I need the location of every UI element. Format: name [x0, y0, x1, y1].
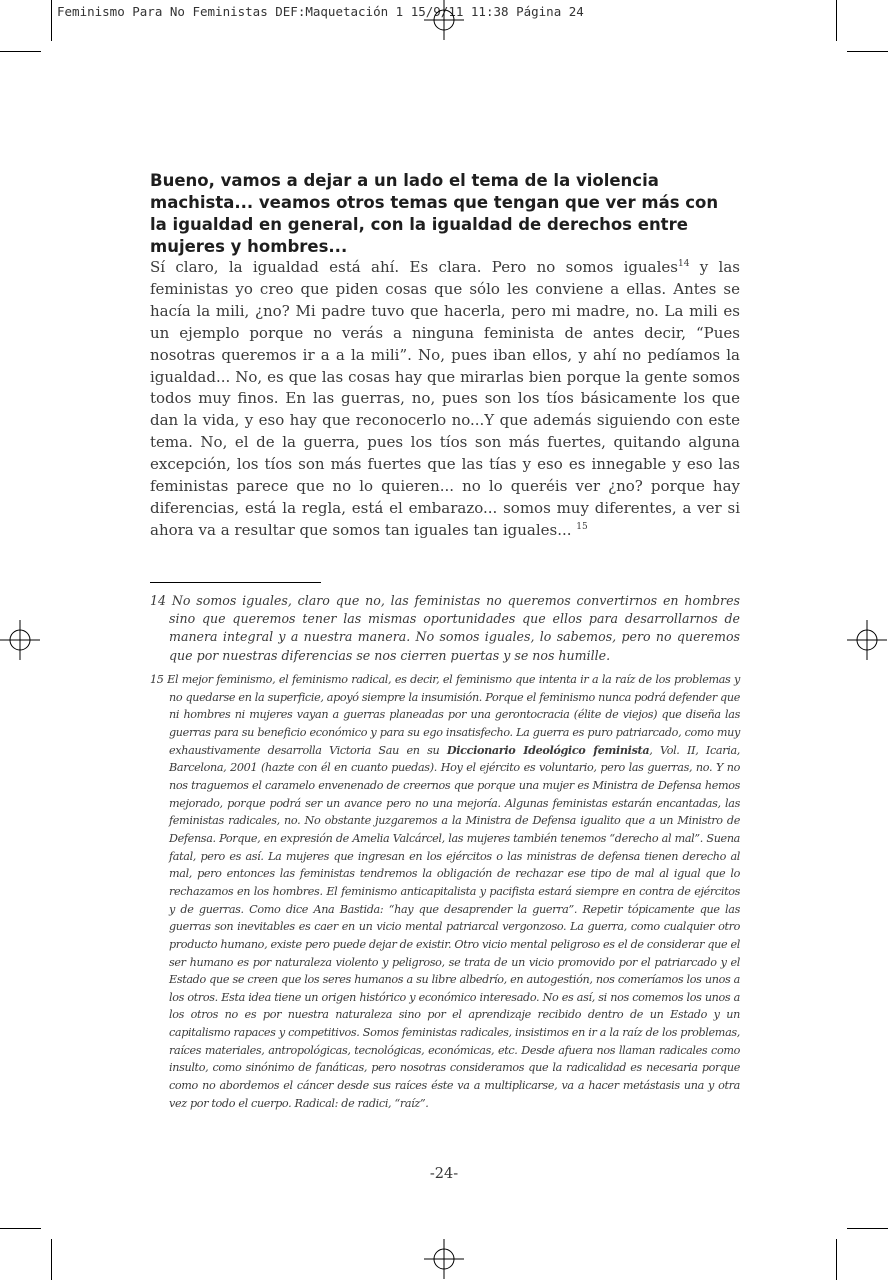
registration-mark-right — [847, 620, 887, 660]
printer-slug-line: Feminismo Para No Feministas DEF:Maquetación 1 15/9/11 11:38 Página 24 — [57, 4, 584, 19]
footnote-ref-15[interactable]: 15 — [576, 521, 588, 532]
footnote-ref-14[interactable]: 14 — [678, 259, 690, 269]
footnote-text-part-1: El mejor feminismo, el feminismo radical, es decir, el feminismo que intenta ir a la raíz de los problemas y no quedarse en la superficie, apoyó siempre la insumisión. Porque el feminismo nunca podrá defender que ni hombres ni mujeres vayan a guerras planeadas por una gerontocracia (élite de viejos) que diseña las guerras para su beneficio económico y para su ego insatisfecho. La guerra es puro patriarcado, como muy exhaustivamente desarrolla Victoria Sau en su — [167, 673, 740, 757]
footnote-number: 15 — [150, 673, 164, 686]
registration-mark-bottom — [424, 1239, 464, 1279]
footnote-15 — [150, 671, 740, 1112]
footnote-separator — [150, 582, 321, 583]
registration-mark-left — [0, 620, 40, 660]
page-number: -24- — [429, 1166, 459, 1182]
body-paragraph — [150, 257, 740, 542]
body-text-part-1: Sí claro, la igualdad está ahí. Es clara. Pero no somos iguales — [150, 258, 678, 276]
footnote-14 — [150, 592, 740, 665]
question-heading: Bueno, vamos a dejar a un lado el tema de la violencia machista... veamos otros temas que tengan que ver más con la igualdad en general, con la igualdad de derechos entre mujeres y hombres... — [150, 171, 719, 256]
book-title: Diccionario Ideológico feminista — [446, 742, 650, 757]
footnote-text: No somos iguales, claro que no, las feministas no queremos convertirnos en hombres sino que queremos tener las mismas oportunidades que ellos para desarrollarnos de manera integral y a nuestra manera. No somos iguales, lo sabemos, pero no queremos que por nuestras diferencias se nos cierren puertas y se nos humille. — [169, 593, 740, 663]
footnote-text-part-2: , Vol. II, Icaria, Barcelona, 2001 (hazte con él en cuanto puedas). Hoy el ejército es voluntario, pero las guerras, no. Y no nos traguemos el caramelo envenenado de creernos que porque una mujer es Ministra de Defensa hemos mejorado, porque podrá ser un avance pero no una mejoría. Algunas feministas estarán encantadas, las feministas radicales, no. No obstante juzgaremos a la Ministra de Defensa igualito que a un Ministro de Defensa. Porque, en expresión de Amelia Valcárcel, las mujeres también tenemos “derecho al mal”. Suena fatal, pero es así. La mujeres que ingresan en los ejércitos o las ministras de defensa tienen derecho al mal, pero entonces las feministas tendremos la obligación de rechazar ese tipo de mal al igual que lo rechazamos en los hombres. El feminismo anticapitalista y pacifista estará siempre en contra de ejércitos y de guerras. Como dice Ana Bastida: “hay que desaprender la guerra”. Repetir tópicamente que las guerras son inevitables es caer en un vicio mental patriarcal vergonzoso. La guerra, como cualquier otro producto humano, existe pero puede dejar de existir. Otro vicio mental peligroso es el de considerar que el ser humano es por naturaleza violento y peligroso, se trata de un vicio promovido por el patriarcado y el Estado que se creen que los seres humanos a su libre albedrío, en autogestión, nos comeríamos los unos a los otros. Esta idea tiene un origen histórico y económico interesado. No es así, si nos comemos los unos a los otros no es por nuestra naturaleza sino por el aprendizaje recibido dentro de un Estado y un capitalismo rapaces y competitivos. Somos feministas radicales, insistimos en ir a la raíz de los problemas, raíces materiales, antropológicas, tecnológicas, económicas, etc. Desde afuera nos llaman radicales como insulto, como sinónimo de fanáticas, pero nosotras consideramos que la radicalidad es necesaria porque como no abordemos el cáncer desde sus raíces éste va a multiplicarse, va a hacer metástasis una y otra vez por todo el cuerpo. Radical: de radici, “raíz”. — [169, 743, 740, 1110]
footnote-number: 14 — [150, 593, 167, 608]
registration-mark-top — [424, 0, 464, 40]
body-text-part-2: y las feministas yo creo que piden cosas que sólo les conviene a ellas. Antes se hacía la mili, ¿no? Mi padre tuvo que hacerla, pero mi madre, no. La mili es un ejemplo porque no verás a ninguna feminista de antes decir, “Pues nosotras queremos ir a a la mili”. No, pues iban ellos, y ahí no pedíamos la igualdad... No, es que las cosas hay que mirarlas bien porque la gente somos todos muy finos. En las guerras, no, pues son los tíos básicamente los que dan la vida, y eso hay que reconocerlo no...Y que además siguiendo con este tema. No, el de la guerra, pues los tíos son más fuertes, quitando alguna excepción, los tíos son más fuertes que las tías y eso es innegable y eso las feministas parece que no lo quieren... no lo queréis ver ¿no? porque hay diferencias, está la regla, está el embarazo... somos muy diferentes, a ver si ahora va a resultar que somos tan iguales tan iguales... — [150, 258, 741, 539]
